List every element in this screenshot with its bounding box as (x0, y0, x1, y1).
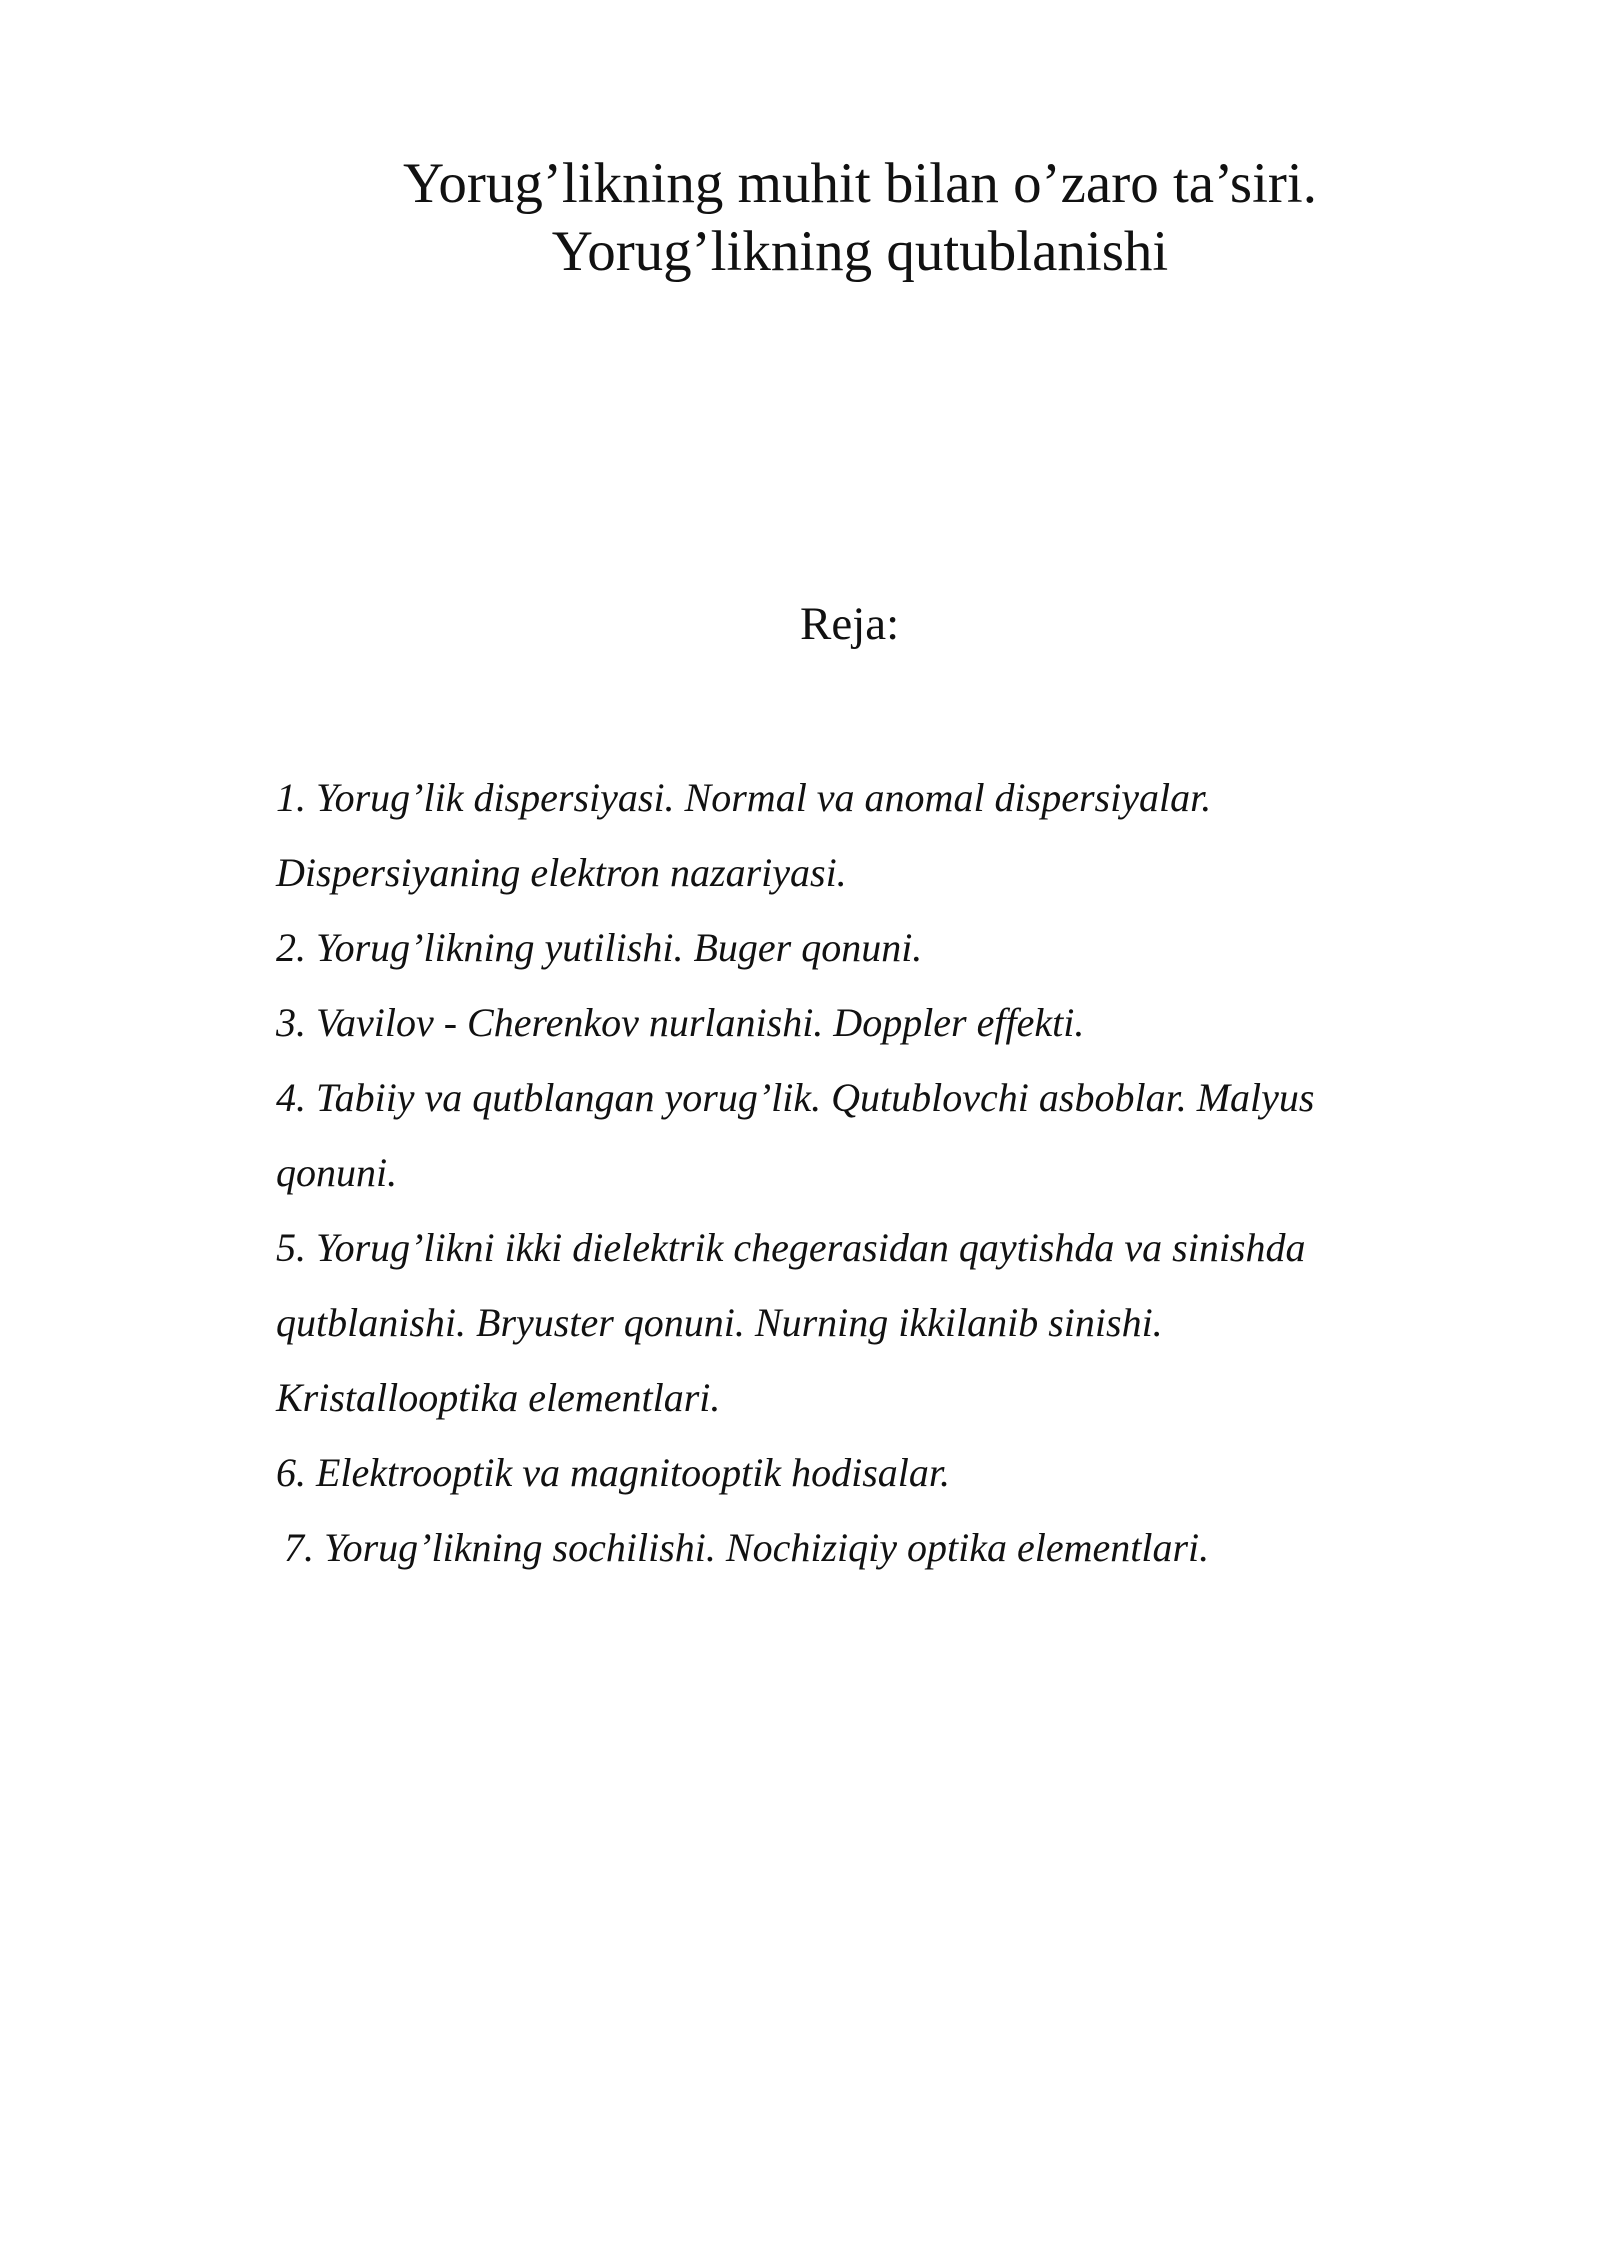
plan-item-5-line-1: 5. Yorug’likni ikki dielektrik chegerasidan qaytishda va sinishda (276, 1225, 1306, 1270)
document-title (300, 150, 1420, 286)
plan-item-3: 3. Vavilov - Cherenkov nurlanishi. Doppler effekti. (276, 1000, 1085, 1045)
plan-list (276, 760, 1476, 1585)
plan-item-1-line-2: Dispersiyaning elektron nazariyasi. (276, 850, 847, 895)
plan-item-6: 6. Elektrooptik va magnitooptik hodisalar. (276, 1450, 951, 1495)
plan-item-2: 2. Yorug’likning yutilishi. Buger qonuni. (276, 925, 923, 970)
plan-heading: Reja: (800, 598, 900, 650)
plan-item-4-line-2: qonuni. (276, 1150, 398, 1195)
title-line-2: Yorug’likning qutublanishi (551, 220, 1169, 283)
plan-item-5-line-2: qutblanishi. Bryuster qonuni. Nurning ikkilanib sinishi. (276, 1300, 1163, 1345)
plan-item-7: 7. Yorug’likning sochilishi. Nochiziqiy optika elementlari. (284, 1525, 1210, 1570)
plan-item-1-line-1: 1. Yorug’lik dispersiyasi. Normal va anomal dispersiyalar. (276, 775, 1212, 820)
title-line-1: Yorug’likning muhit bilan o’zaro ta’siri. (402, 152, 1318, 215)
plan-item-5-line-3: Kristallooptika elementlari. (276, 1375, 721, 1420)
plan-item-4-line-1: 4. Tabiiy va qutblangan yorug’lik. Qutublovchi asboblar. Malyus (276, 1075, 1315, 1120)
